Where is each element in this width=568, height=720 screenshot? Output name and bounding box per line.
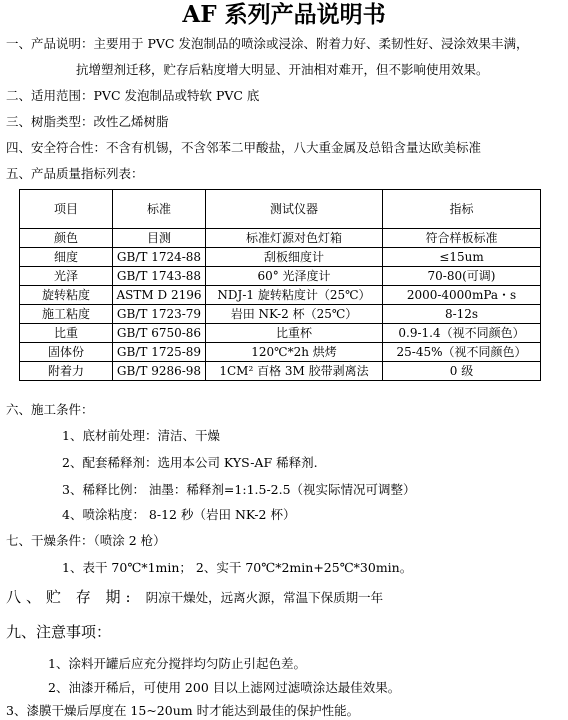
section-9-heading: 九、注意事项： [6,623,112,641]
table-row [20,248,541,267]
cell-item: 旋转粘度 [20,286,113,305]
cell-standard: ASTM D 2196 [113,286,206,305]
cell-instrument: NDJ-1 旋转粘度计（25℃） [206,286,383,305]
section-6-item-2: 2、配套稀释剂：选用本公司 KYS-AF 稀释剂. [62,455,318,470]
section-8-text: 阴凉干燥处，远离火源，常温下保质期一年 [145,590,384,605]
table-row [20,286,541,305]
cell-indicator: 8-12s [383,305,541,324]
table-row [20,343,541,362]
section-8-label: 八、贮 存 期: [6,588,136,606]
table-row [20,305,541,324]
cell-item: 固体份 [20,343,113,362]
section-4-safety: 四、安全符合性：不含有机锡，不含邻苯二甲酸盐，八大重金属及总铅含量达欧美标准 [6,140,482,155]
cell-indicator: 0 级 [383,362,541,381]
cell-item: 比重 [20,324,113,343]
table-row [20,229,541,248]
cell-item: 施工粘度 [20,305,113,324]
cell-indicator: 2000-4000mPa・s [383,286,541,305]
table-header-row [20,190,541,229]
cell-indicator: 符合样板标准 [383,229,541,248]
cell-instrument: 岩田 NK-2 杯（25℃） [206,305,383,324]
section-3-resin-type: 三、树脂类型：改性乙烯树脂 [6,114,169,129]
cell-instrument: 比重杯 [206,324,383,343]
section-6-item-4: 4、喷涂粘度： 8-12 秒（岩田 NK-2 杯） [62,507,296,522]
section-2-application: 二、适用范围：PVC 发泡制品或特软 PVC 底 [6,88,260,103]
cell-indicator: 70-80(可调) [383,267,541,286]
cell-item: 附着力 [20,362,113,381]
section-1-line-1: 一、产品说明：主要用于 PVC 发泡制品的喷涂或浸涂、附着力好、柔韧性好、浸涂效果丰满， [6,36,529,51]
cell-standard: GB/T 9286-98 [113,362,206,381]
col-header-indicator: 指标 [383,190,541,229]
section-6-item-1: 1、底材前处理：清洁、干燥 [62,428,220,443]
cell-instrument: 120℃*2h 烘烤 [206,343,383,362]
cell-standard: GB/T 1725-89 [113,343,206,362]
section-5-heading: 五、产品质量指标列表： [6,166,144,181]
section-1-line-2: 抗增塑剂迁移，贮存后粘度增大明显、开油相对难开，但不影响使用效果。 [76,62,489,77]
section-6-heading: 六、施工条件： [6,402,94,417]
cell-item: 光泽 [20,267,113,286]
document-title: AF 系列产品说明书 [182,1,386,28]
section-9-item-3: 3、漆膜干燥后厚度在 15~20um 时才能达到最佳的保护性能。 [6,703,360,718]
cell-instrument: 刮板细度计 [206,248,383,267]
cell-instrument: 60° 光泽度计 [206,267,383,286]
section-8-storage [6,587,383,607]
cell-instrument: 标准灯源对色灯箱 [206,229,383,248]
cell-indicator: 0.9-1.4（视不同颜色） [383,324,541,343]
section-7-item: 1、表干 70℃*1min； 2、实干 70℃*2min+25℃*30min。 [62,560,413,575]
cell-standard: 目测 [113,229,206,248]
col-header-item: 项目 [20,190,113,229]
col-header-standard: 标准 [113,190,206,229]
table-row [20,362,541,381]
table-row [20,267,541,286]
cell-indicator: 25-45%（视不同颜色） [383,343,541,362]
cell-instrument: 1CM² 百格 3M 胶带剥离法 [206,362,383,381]
cell-standard: GB/T 1723-79 [113,305,206,324]
cell-item: 细度 [20,248,113,267]
col-header-instrument: 测试仪器 [206,190,383,229]
section-6-item-3: 3、稀释比例： 油墨：稀释剂=1:1.5-2.5（视实际情况可调整） [62,482,416,497]
cell-item: 颜色 [20,229,113,248]
section-9-item-1: 1、涂料开罐后应充分搅拌均匀防止引起色差。 [48,656,306,671]
cell-standard: GB/T 1724-88 [113,248,206,267]
cell-standard: GB/T 6750-86 [113,324,206,343]
cell-indicator: ≤15um [383,248,541,267]
section-9-item-2: 2、油漆开稀后，可使用 200 目以上滤网过滤喷涂达最佳效果。 [48,680,401,695]
quality-spec-table [19,189,541,381]
cell-standard: GB/T 1743-88 [113,267,206,286]
section-7-heading: 七、干燥条件：（喷涂 2 枪） [6,533,166,548]
table-row [20,324,541,343]
